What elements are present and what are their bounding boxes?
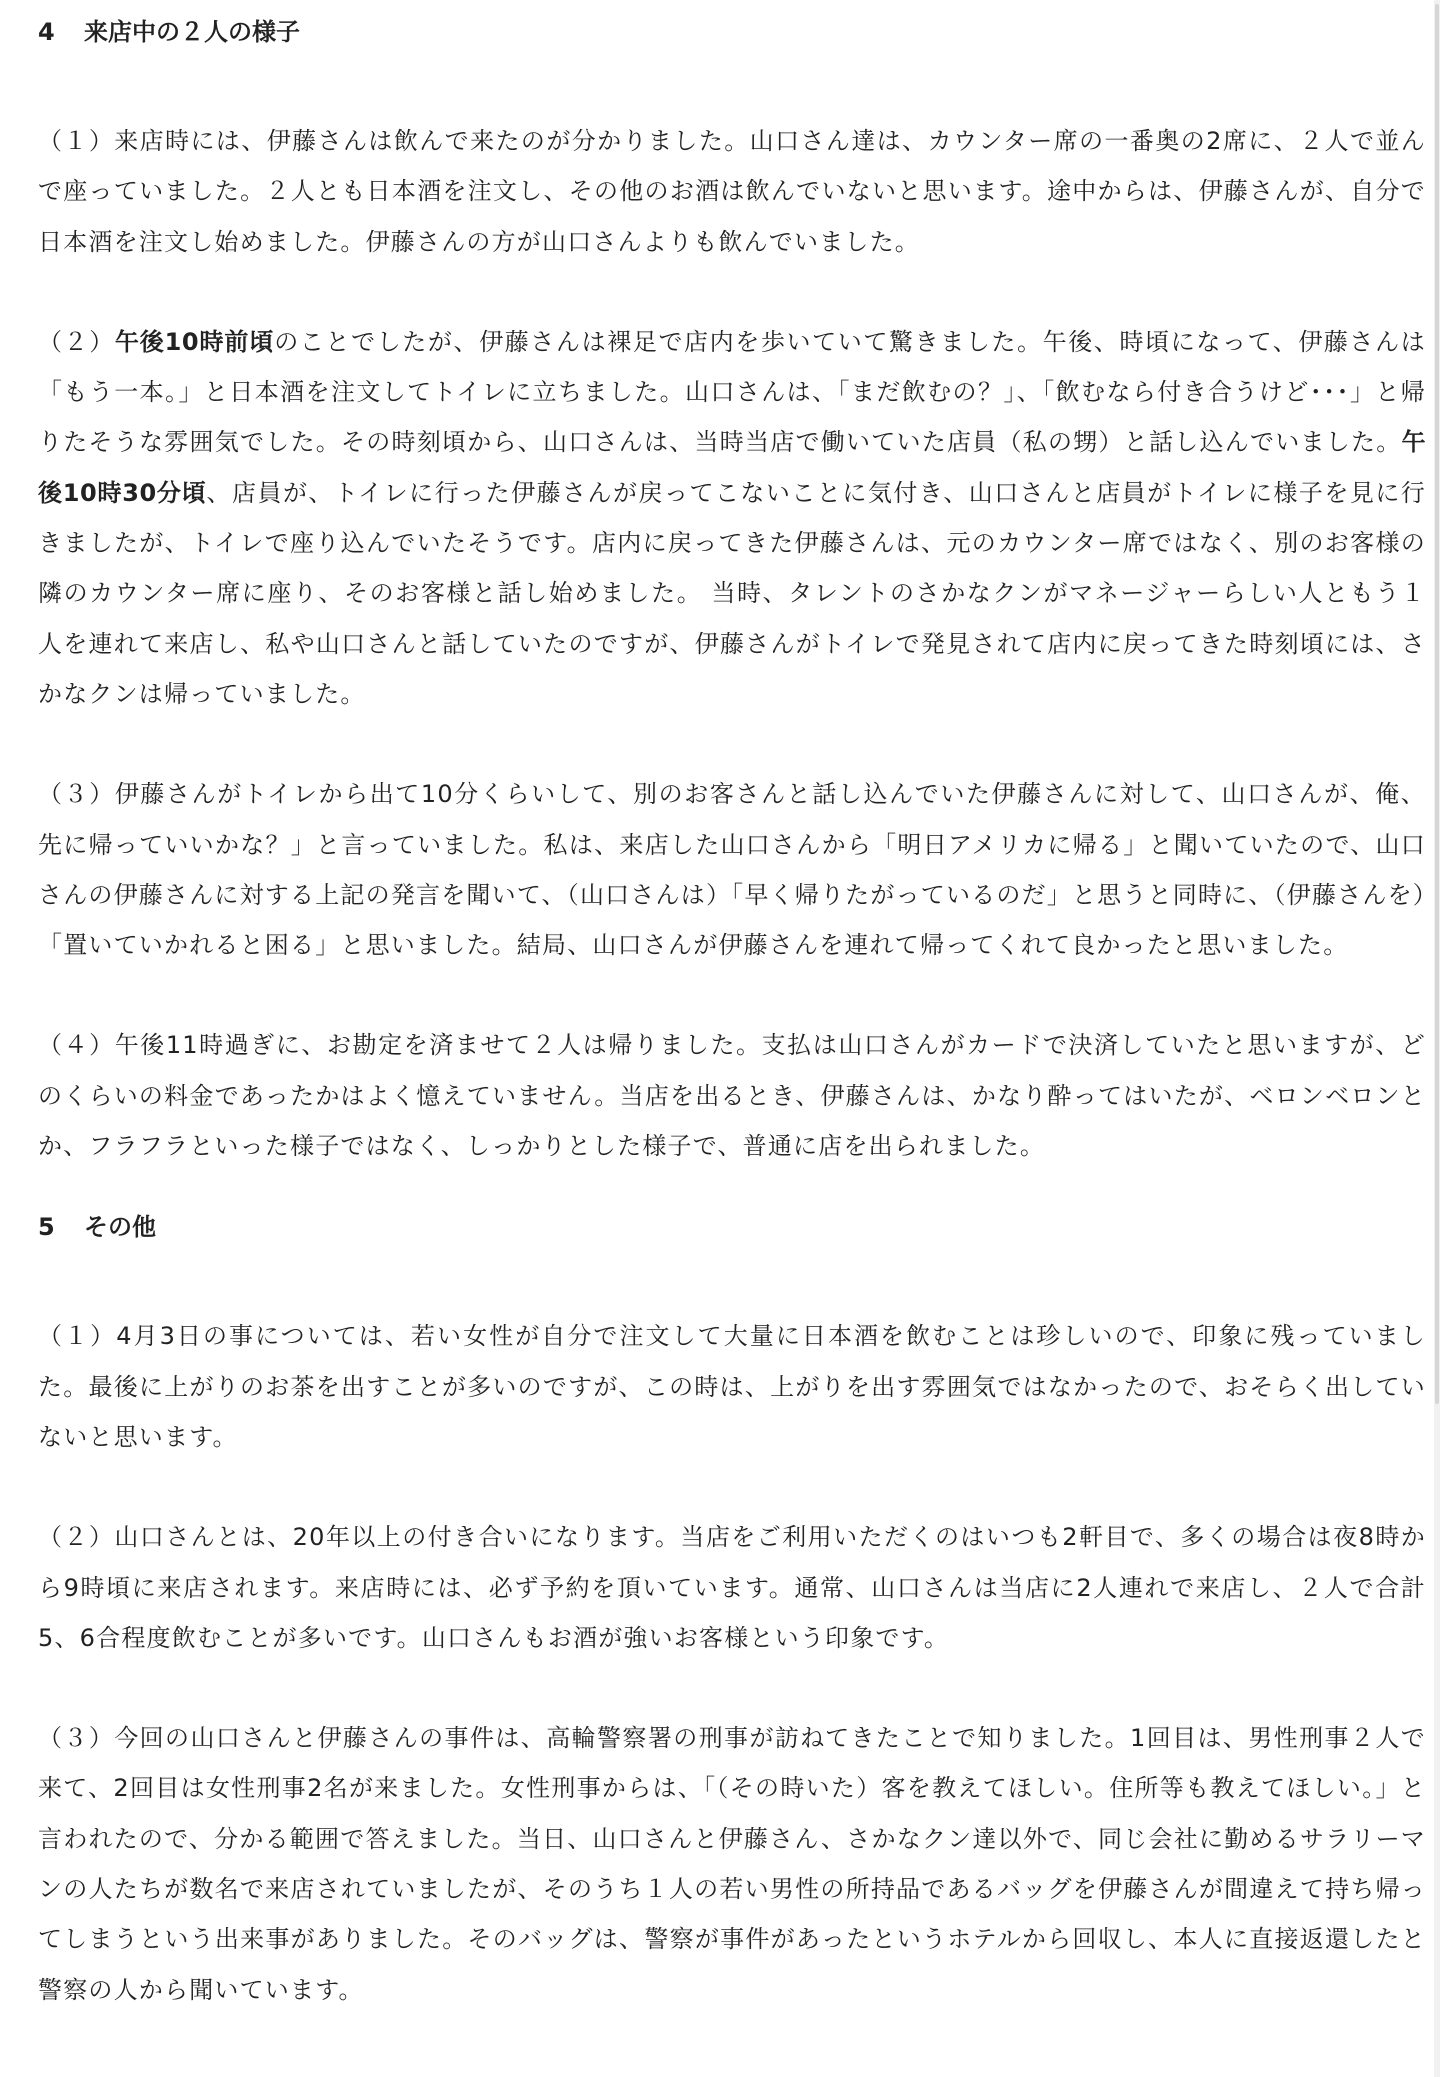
paragraph-label: （１） bbox=[38, 1322, 117, 1351]
paragraph-4-4 bbox=[38, 1020, 1426, 1171]
paragraph-text: 山口さんとは、20年以上の付き合いになります。当店をご利用いただくのはいつも2軒目で、多くの場合は夜8時から9時頃に来店されます。来店時には、必ず予約を頂いています。通常、山口さんは当店に2人連れで来店し、２人で合計5、6合程度飲むことが多いです。山口さんもお酒が強いお客様という印象です。 bbox=[38, 1523, 1426, 1652]
paragraph-label: （４） bbox=[38, 1031, 115, 1060]
paragraph-text: 、店員が、トイレに行った伊藤さんが戻ってこないことに気付き、山口さんと店員がトイレに様子を見に行きましたが、トイレで座り込んでいたそうです。店内に戻ってきた伊藤さんは、元のカウンター席ではなく、別のお客様の隣のカウンター席に座り、そのお客様と話し始めました。 当時、タレントのさかなクンがマネージャーらしい人ともう１人を連れて来店し、私や山口さんと話していたのですが、伊藤さんがトイレで発見されて店内に戻ってきた時刻頃には、さかなクンは帰っていました。 bbox=[38, 478, 1426, 708]
scrollbar-thumb[interactable] bbox=[1435, 4, 1439, 1404]
vertical-scrollbar[interactable] bbox=[1434, 0, 1440, 2077]
paragraph-4-2 bbox=[38, 317, 1426, 719]
section-title: その他 bbox=[84, 1213, 156, 1242]
section-title: 来店中の２人の様子 bbox=[84, 18, 300, 46]
emphasized-time: 午後10時前頃 bbox=[114, 327, 275, 356]
section-heading-5 bbox=[38, 1207, 1426, 1247]
emphasized-time: 午後10時30分頃 bbox=[38, 428, 1426, 507]
paragraph-4-3 bbox=[38, 769, 1426, 970]
section-number: 5 bbox=[38, 1213, 55, 1242]
paragraph-5-3 bbox=[38, 1713, 1426, 2015]
section-heading-4 bbox=[38, 12, 1426, 52]
paragraph-text: 今回の山口さんと伊藤さんの事件は、高輪警察署の刑事が訪ねてきたことで知りました。1回目は、男性刑事２人で来て、2回目は女性刑事2名が来ました。女性刑事からは、「（その時いた）客を教えてほしい。住所等も教えてほしい。」と言われたので、分かる範囲で答えました。当日、山口さんと伊藤さん、さかなクン達以外で、同じ会社に勤めるサラリーマンの人たちが数名で来店されていましたが、そのうち１人の若い男性の所持品であるバッグを伊藤さんが間違えて持ち帰ってしまうという出来事がありました。そのバッグは、警察が事件があったというホテルから回収し、本人に直接返還したと警察の人から聞いています。 bbox=[38, 1724, 1426, 2004]
paragraph-text: 伊藤さんがトイレから出て10分くらいして、別のお客さんと話し込んでいた伊藤さんに対して、山口さんが、俺、先に帰っていいかな？」と言っていました。私は、来店した山口さんから「明日アメリカに帰る」と聞いていたので、山口さんの伊藤さんに対する上記の発言を聞いて、（山口さんは）「早く帰りたがっているのだ」と思うと同時に、（伊藤さんを）「置いていかれると困る」と思いました。結局、山口さんが伊藤さんを連れて帰ってくれて良かったと思いました。 bbox=[38, 780, 1426, 960]
paragraph-label: （２） bbox=[38, 327, 115, 356]
paragraph-text: 午後11時過ぎに、お勘定を済ませて２人は帰りました。支払は山口さんがカードで決済していたと思いますが、どのくらいの料金であったかはよく憶えていません。当店を出るとき、伊藤さんは、かなり酔ってはいたが、ベロンベロンとか、フラフラといった様子ではなく、しっかりとした様子で、普通に店を出られました。 bbox=[38, 1031, 1426, 1161]
paragraph-5-2 bbox=[38, 1512, 1426, 1663]
paragraph-label: （２） bbox=[38, 1523, 115, 1552]
paragraph-label: （３） bbox=[38, 780, 115, 809]
paragraph-text: 来店時には、伊藤さんは飲んで来たのが分かりました。山口さん達は、カウンター席の一番奥の2席に、２人で並んで座っていました。２人とも日本酒を注文し、その他のお酒は飲んでいないと思います。途中からは、伊藤さんが、自分で日本酒を注文し始めました。伊藤さんの方が山口さんよりも飲んでいました。 bbox=[38, 127, 1426, 256]
section-number: 4 bbox=[38, 18, 55, 46]
paragraph-label: （１） bbox=[38, 127, 115, 155]
paragraph-label: （３） bbox=[38, 1724, 115, 1753]
paragraph-5-1 bbox=[38, 1311, 1426, 1462]
paragraph-4-1 bbox=[38, 116, 1426, 267]
document-page bbox=[38, 12, 1426, 2015]
paragraph-text: のことでしたが、伊藤さんは裸足で店内を歩いていて驚きました。午後、時頃になって、伊藤さんは「もう一本。」と日本酒を注文してトイレに立ちました。山口さんは、「まだ飲むの？」、「飲むなら付き合うけど･･･」と帰りたそうな雰囲気でした。その時刻頃から、山口さんは、当時当店で働いていた店員（私の甥）と話し込んでいました。 bbox=[38, 327, 1426, 457]
paragraph-text: 4月3日の事については、若い女性が自分で注文して大量に日本酒を飲むことは珍しいので、印象に残っていました。最後に上がりのお茶を出すことが多いのですが、この時は、上がりを出す雰囲気ではなかったので、おそらく出していないと思います。 bbox=[38, 1322, 1427, 1451]
